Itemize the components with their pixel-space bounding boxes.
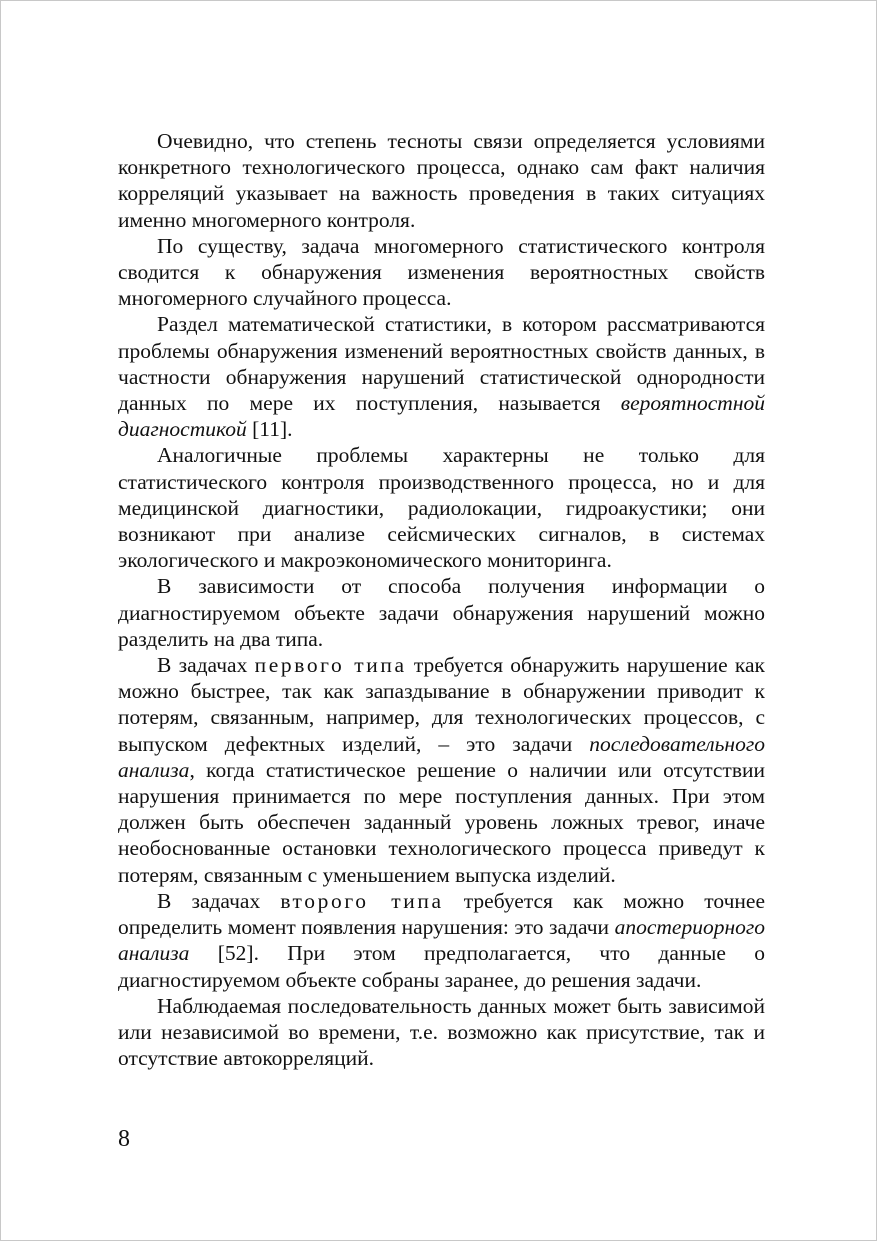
term-a-posteriori-analysis: апостериорного анализа xyxy=(118,915,765,966)
paragraph-3 xyxy=(118,311,765,442)
paragraph-6-lead: В задачах xyxy=(157,653,248,678)
paragraph-4: Аналогичные проблемы характерны не только для статистического контроля производственного процесса, но и для медицинской диагностики, радиолокации, гидроакустики; они возникают при анализе сейсмических сигналов, в системах экологического и макроэкономического мониторинга. xyxy=(118,443,765,573)
paragraph-3-text: Раздел математической статистики, в котором рассматриваются проблемы обнаружения изменений вероятностных свойств данных, в частности обнаружения нарушений статистической однородности данных по мере их поступления, называется xyxy=(118,312,765,416)
term-sequential-analysis: последовательного анализа xyxy=(118,731,765,782)
paragraph-7-text-a: требуется как можно точнее определить момент появления нарушения: это задачи xyxy=(118,888,766,940)
page-number: 8 xyxy=(118,1126,130,1152)
paragraph-7-lead: В задачах xyxy=(157,888,261,913)
paragraph-7 xyxy=(118,888,765,993)
paragraph-1: Очевидно, что степень тесноты связи определяется условиями конкретного технологического процесса, однако сам факт наличия корреляций указывает на важность проведения в таких ситуациях именно многомерного контроля. xyxy=(118,129,765,232)
type-label-second: второго типа xyxy=(280,888,444,913)
paragraph-2: По существу, задача многомерного статистического контроля сводится к обнаружения изменения вероятностных свойств многомерного случайного процесса. xyxy=(118,233,765,311)
paragraph-6 xyxy=(118,652,765,888)
page-body xyxy=(118,128,765,1071)
type-label-first: первого типа xyxy=(254,653,407,678)
paragraph-6-text-b: , когда статистическое решение о наличии или отсутствии нарушения принимается по мере поступления данных. При этом должен быть обеспечен заданный уровень ложных тревог, иначе необоснованные остановки технологического процесса приведут к потерям, связанным с уменьшением выпуска изделий. xyxy=(118,757,765,887)
paragraph-6-text-a: требуется обнаружить нарушение как можно быстрее, так как запаздывание в обнаружении приводит к потерям, связанным, например, для технологических процессов, с выпуском дефектных изделий, – это задачи xyxy=(118,653,766,756)
reference-11: [11]. xyxy=(246,417,293,442)
term-probabilistic-diagnostics: вероятностной диагностикой xyxy=(118,391,765,442)
paragraph-8: Наблюдаемая последовательность данных может быть зависимой или независимой во времени, т.е. возможно как присутствие, так и отсутствие автокорреляций. xyxy=(118,993,765,1071)
paragraph-7-text-b: [52]. При этом предполагается, что данные о диагностируемом объекте собраны заранее, до решения задачи. xyxy=(118,941,765,992)
paragraph-5: В зависимости от способа получения информации о диагностируемом объекте задачи обнаружения нарушений можно разделить на два типа. xyxy=(118,574,765,651)
